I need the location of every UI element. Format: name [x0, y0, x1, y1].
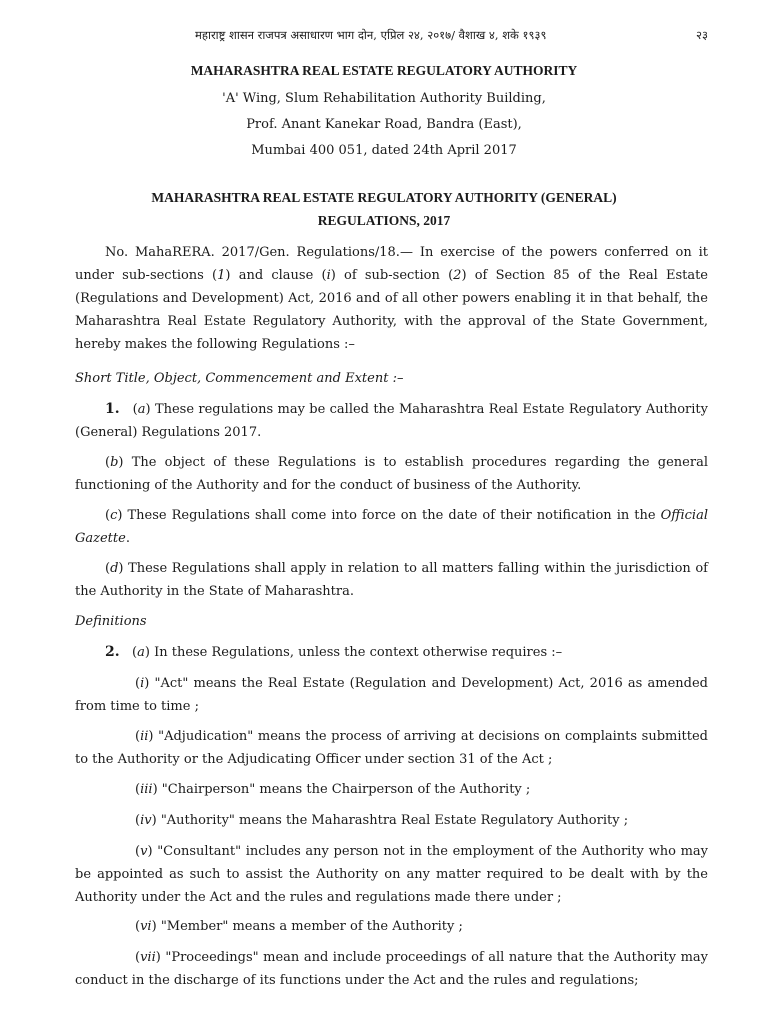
- preamble-text-4: ) of Section 85 of the Real Estate (Regulations and Development) Act, 2016 and of all other powers enabling it in that behalf, the Maharashtra Real Estate Regulatory Authority, with the approval of the State Government, hereby makes the following Regulations :–: [75, 268, 709, 352]
- clause-c-italic: Official Gazette: [75, 508, 708, 546]
- clause-c-text: These Regulations shall come into force on the date of their notification in the: [127, 508, 656, 523]
- preamble-text-2: ) and clause (: [225, 268, 327, 283]
- definition-text: "Chairperson" means the Chairperson of the Authority ;: [161, 782, 531, 797]
- preamble-paragraph: [75, 241, 708, 356]
- clause-a-label: a: [137, 402, 146, 417]
- section-1-number: 1.: [105, 401, 120, 417]
- clause-c-end: .: [125, 531, 130, 546]
- definition-text: "Adjudication" means the process of arriving at decisions on complaints submitted to the Authority or the Adjudicating Officer under section 31 of the Act ;: [75, 729, 708, 767]
- clause-d-label: d: [110, 561, 119, 576]
- section-2-a-text: In these Regulations, unless the context otherwise requires :–: [154, 645, 563, 660]
- definition-vii: (vii) "Proceedings" mean and include proceedings of all nature that the Authority may conduct in the discharge of its functions under the Act and the rules and regulations;: [75, 950, 708, 988]
- definition-vi: (vi) "Member" means a member of the Authority ;: [135, 919, 463, 934]
- definition-text: "Member" means a member of the Authority ;: [160, 919, 463, 934]
- authority-title: MAHARASHTRA REAL ESTATE REGULATORY AUTHORITY: [190, 63, 578, 78]
- running-header: [0, 28, 768, 48]
- section-1-clause-a: 1. (a) These regulations may be called the Maharashtra Real Estate Regulatory Authority (General) Regulations 2017.: [75, 401, 708, 440]
- preamble-ref-2: i: [326, 268, 331, 283]
- definition-text: "Proceedings" mean and include proceedings of all nature that the Authority may conduct in the discharge of its functions under the Act and the rules and regulations;: [75, 950, 708, 988]
- definition-text: "Act" means the Real Estate (Regulation and Development) Act, 2016 as amended from time to time ;: [75, 676, 708, 714]
- definition-ii: (ii) "Adjudication" means the process of arriving at decisions on complaints submitted to the Authority or the Adjudicating Officer under section 31 of the Act ;: [75, 729, 708, 767]
- preamble-ref-1: 1: [217, 268, 226, 283]
- section-1-heading: Short Title, Object, Commencement and Extent :–: [75, 371, 404, 386]
- address-line-3: Mumbai 400 051, dated 24th April 2017: [251, 143, 517, 158]
- section-1-clause-b: (b) The object of these Regulations is to establish procedures regarding the general functioning of the Authority and for the conduct of business of the Authority.: [75, 455, 708, 493]
- clause-b-label: b: [110, 455, 119, 470]
- definition-text: "Authority" means the Maharashtra Real Estate Regulatory Authority ;: [160, 813, 629, 828]
- clause-c-label: c: [110, 508, 118, 523]
- address-line-1: 'A' Wing, Slum Rehabilitation Authority Building,: [222, 91, 546, 106]
- address-line-2: Prof. Anant Kanekar Road, Bandra (East),: [246, 117, 522, 132]
- section-1-clause-c: (c) These Regulations shall come into force on the date of their notification in the Official Gazette.: [75, 508, 708, 546]
- definition-label: v: [140, 844, 148, 859]
- definition-i: (i) "Act" means the Real Estate (Regulation and Development) Act, 2016 as amended from time to time ;: [75, 676, 708, 714]
- page-number: २३: [696, 28, 708, 42]
- definition-label: i: [140, 676, 145, 691]
- definition-label: iii: [140, 782, 153, 797]
- section-2-number: 2.: [105, 644, 120, 660]
- preamble-text-3: ) of sub-section (: [330, 268, 454, 283]
- definition-label: vii: [140, 950, 156, 965]
- definition-label: iv: [140, 813, 152, 828]
- clause-b-text: The object of these Regulations is to establish procedures regarding the general functioning of the Authority and for the conduct of business of the Authority.: [75, 455, 708, 493]
- clause-a-text: These regulations may be called the Maharashtra Real Estate Regulatory Authority (General) Regulations 2017.: [75, 402, 708, 440]
- preamble-ref-3: 2: [453, 268, 462, 283]
- definition-label: ii: [140, 729, 149, 744]
- section-2-heading: Definitions: [75, 614, 147, 629]
- regulations-title-line-1: MAHARASHTRA REAL ESTATE REGULATORY AUTHORITY (GENERAL): [151, 190, 617, 205]
- clause-d-text: These Regulations shall apply in relation to all matters falling within the jurisdiction of the Authority in the State of Maharashtra.: [75, 561, 708, 599]
- definition-iii: (iii) "Chairperson" means the Chairperson of the Authority ;: [135, 782, 531, 797]
- regulations-title-line-2: REGULATIONS, 2017: [317, 213, 451, 228]
- definition-iv: (iv) "Authority" means the Maharashtra Real Estate Regulatory Authority ;: [135, 813, 629, 828]
- definition-label: vi: [140, 919, 152, 934]
- section-2-clause-a: 2. (a) In these Regulations, unless the context otherwise requires :–: [105, 644, 563, 660]
- section-1-clause-d: (d) These Regulations shall apply in relation to all matters falling within the jurisdiction of the Authority in the State of Maharashtra.: [75, 561, 708, 599]
- header-text: महाराष्ट्र शासन राजपत्र असाधारण भाग दोन, एप्रिल २४, २०१७/ वैशाख ४, शके १९३९: [195, 28, 547, 42]
- preamble-text-1: No. MahaRERA. 2017/Gen. Regulations/18.— In exercise of the powers conferred on it under sub-sections (: [75, 245, 708, 283]
- definition-v: (v) "Consultant" includes any person not in the employment of the Authority who may be appointed as such to assist the Authority on any matter required to be dealt with by the Authority under the Act and the rules and regulations made there under ;: [75, 844, 708, 905]
- section-2-a-label: a: [137, 645, 145, 660]
- regulations-title: [0, 186, 768, 232]
- definition-text: "Consultant" includes any person not in the employment of the Authority who may be appointed as such to assist the Authority on any matter required to be dealt with by the Authority under the Act and the rules and regulations made there under ;: [75, 844, 708, 905]
